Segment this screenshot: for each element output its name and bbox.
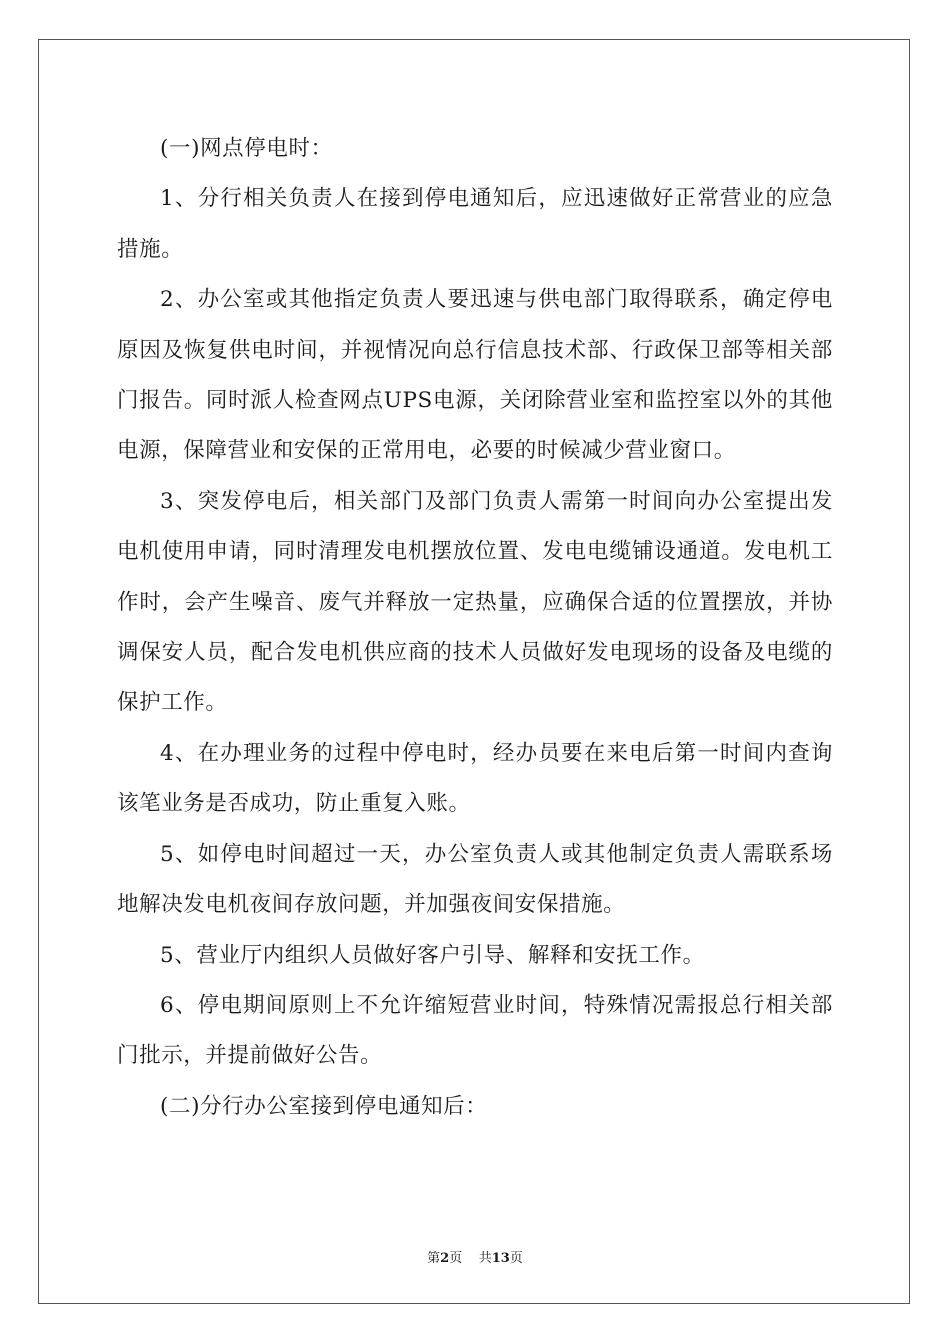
paragraph-item-5b: 5、营业厅内组织人员做好客户引导、解释和安抚工作。 (160, 942, 705, 968)
section-heading-2: (二)分行办公室接到停电通知后： (160, 1093, 488, 1119)
paragraph-item-4: 4、在办理业务的过程中停电时，经办员要在来电后第一时间内查询该笔业务是否成功，防止重复入账。 (117, 740, 833, 817)
paragraph-item-2: 2、办公室或其他指定负责人要迅速与供电部门取得联系，确定停电原因及恢复供电时间，并视情况向总行信息技术部、行政保卫部等相关部门报告。同时派人检查网点UPS电源，关闭除营业室和监控室以外的其他电源，保障营业和安保的正常用电，必要的时候减少营业窗口。 (117, 287, 833, 464)
paragraph-item-5a: 5、如停电时间超过一天，办公室负责人或其他制定负责人需联系场地解决发电机夜间存放问题，并加强夜间安保措施。 (117, 841, 833, 918)
page-footer (0, 1247, 950, 1266)
total-suffix: 页 (509, 1251, 523, 1266)
page-prefix: 第 (427, 1251, 441, 1266)
page-suffix: 页 (449, 1251, 463, 1266)
document-body (117, 124, 833, 1132)
total-prefix: 共 (478, 1251, 492, 1266)
paragraph-item-3: 3、突发停电后，相关部门及部门负责人需第一时间向办公室提出发电机使用申请，同时清理发电机摆放位置、发电电缆铺设通道。发电机工作时，会产生噪音、废气并释放一定热量，应确保合适的位置摆放，并协调保安人员，配合发电机供应商的技术人员做好发电现场的设备及电缆的保护工作。 (117, 488, 833, 716)
paragraph-item-1: 1、分行相关负责人在接到停电通知后，应迅速做好正常营业的应急措施。 (117, 186, 833, 262)
total-pages: 13 (491, 1251, 510, 1266)
section-heading-1: (一)网点停电时： (160, 136, 333, 161)
page-number: 2 (440, 1251, 450, 1266)
paragraph-item-6: 6、停电期间原则上不允许缩短营业时间，特殊情况需报总行相关部门批示，并提前做好公告。 (117, 992, 833, 1069)
